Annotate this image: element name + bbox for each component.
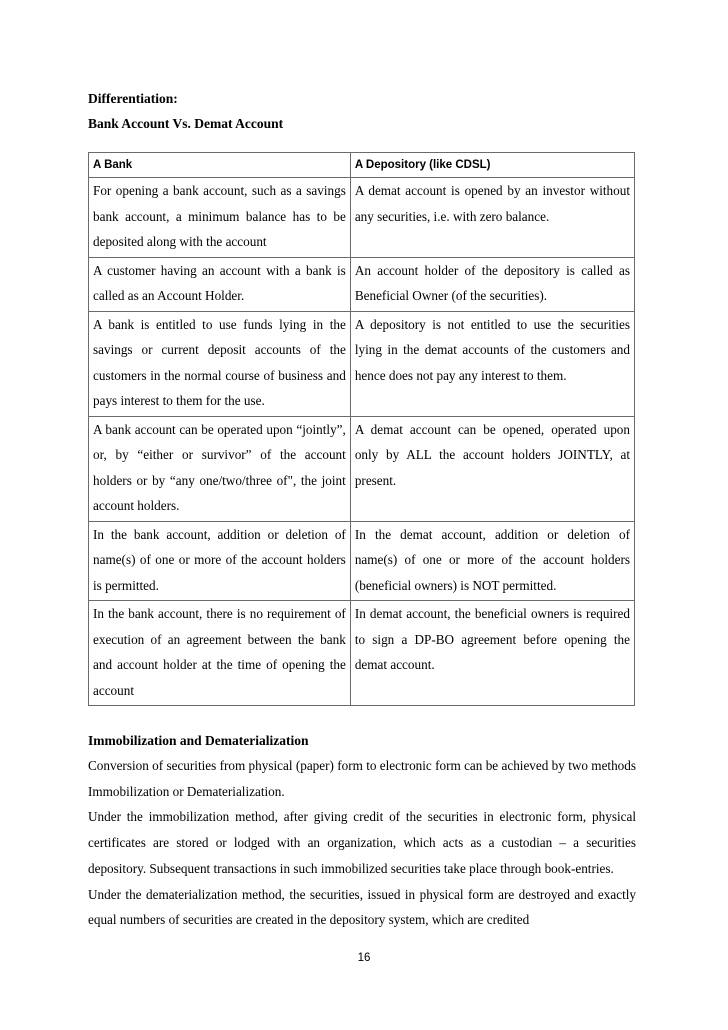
table-row — [89, 178, 635, 258]
table-cell-bank: A bank account can be operated upon “jointly”, or, by “either or survivor” of the account holders or by “any one/two/three of", the joint account holders. — [89, 416, 351, 521]
table-row — [89, 311, 635, 416]
paragraph: Under the immobilization method, after giving credit of the securities in electronic form, physical certificates are stored or lodged with an organization, which acts as a custodian – a securities depository. Subsequent transactions in such immobilized securities take place through book-entries. — [88, 809, 636, 876]
table-cell-depository: An account holder of the depository is called as Beneficial Owner (of the securities). — [350, 257, 634, 311]
paragraph: Conversion of securities from physical (paper) form to electronic form can be achieved by two methods Immobilization or Dematerialization. — [88, 758, 636, 799]
table-header-bank: A Bank — [89, 153, 351, 178]
table-cell-depository: A depository is not entitled to use the securities lying in the demat accounts of the customers and hence does not pay any interest to them. — [350, 311, 634, 416]
table-cell-depository: In the demat account, addition or deletion of name(s) of one or more of the account holders (beneficial owners) is NOT permitted. — [350, 521, 634, 601]
table-cell-bank: In the bank account, there is no requirement of execution of an agreement between the bank and account holder at the time of opening the account — [89, 601, 351, 706]
differentiation-heading: Differentiation: — [88, 91, 178, 106]
table-row — [89, 601, 635, 706]
table-header-depository: A Depository (like CDSL) — [350, 153, 634, 178]
section-title: Immobilization and Dematerialization — [88, 733, 309, 748]
table-cell-bank: In the bank account, addition or deletion of name(s) of one or more of the account holders is permitted. — [89, 521, 351, 601]
table-cell-bank: For opening a bank account, such as a savings bank account, a minimum balance has to be deposited along with the account — [89, 178, 351, 258]
table-cell-bank: A customer having an account with a bank is called as an Account Holder. — [89, 257, 351, 311]
table-cell-depository: A demat account can be opened, operated upon only by ALL the account holders JOINTLY, at present. — [350, 416, 634, 521]
comparison-table — [88, 152, 635, 706]
table-cell-bank: A bank is entitled to use funds lying in the savings or current deposit accounts of the customers in the normal course of business and pays interest to them for the use. — [89, 311, 351, 416]
table-cell-depository: A demat account is opened by an investor without any securities, i.e. with zero balance. — [350, 178, 634, 258]
table-row — [89, 521, 635, 601]
document-page — [88, 86, 636, 933]
page-number: 16 — [357, 952, 371, 964]
table-row — [89, 257, 635, 311]
table-header-row — [89, 153, 635, 178]
comparison-heading: Bank Account Vs. Demat Account — [88, 116, 284, 131]
table-row — [89, 416, 635, 521]
table-cell-depository: In demat account, the beneficial owners is required to sign a DP-BO agreement before opening the demat account. — [350, 601, 634, 706]
paragraph: Under the dematerialization method, the securities, issued in physical form are destroyed and exactly equal numbers of securities are created in the depository system, which are credited — [88, 886, 636, 928]
